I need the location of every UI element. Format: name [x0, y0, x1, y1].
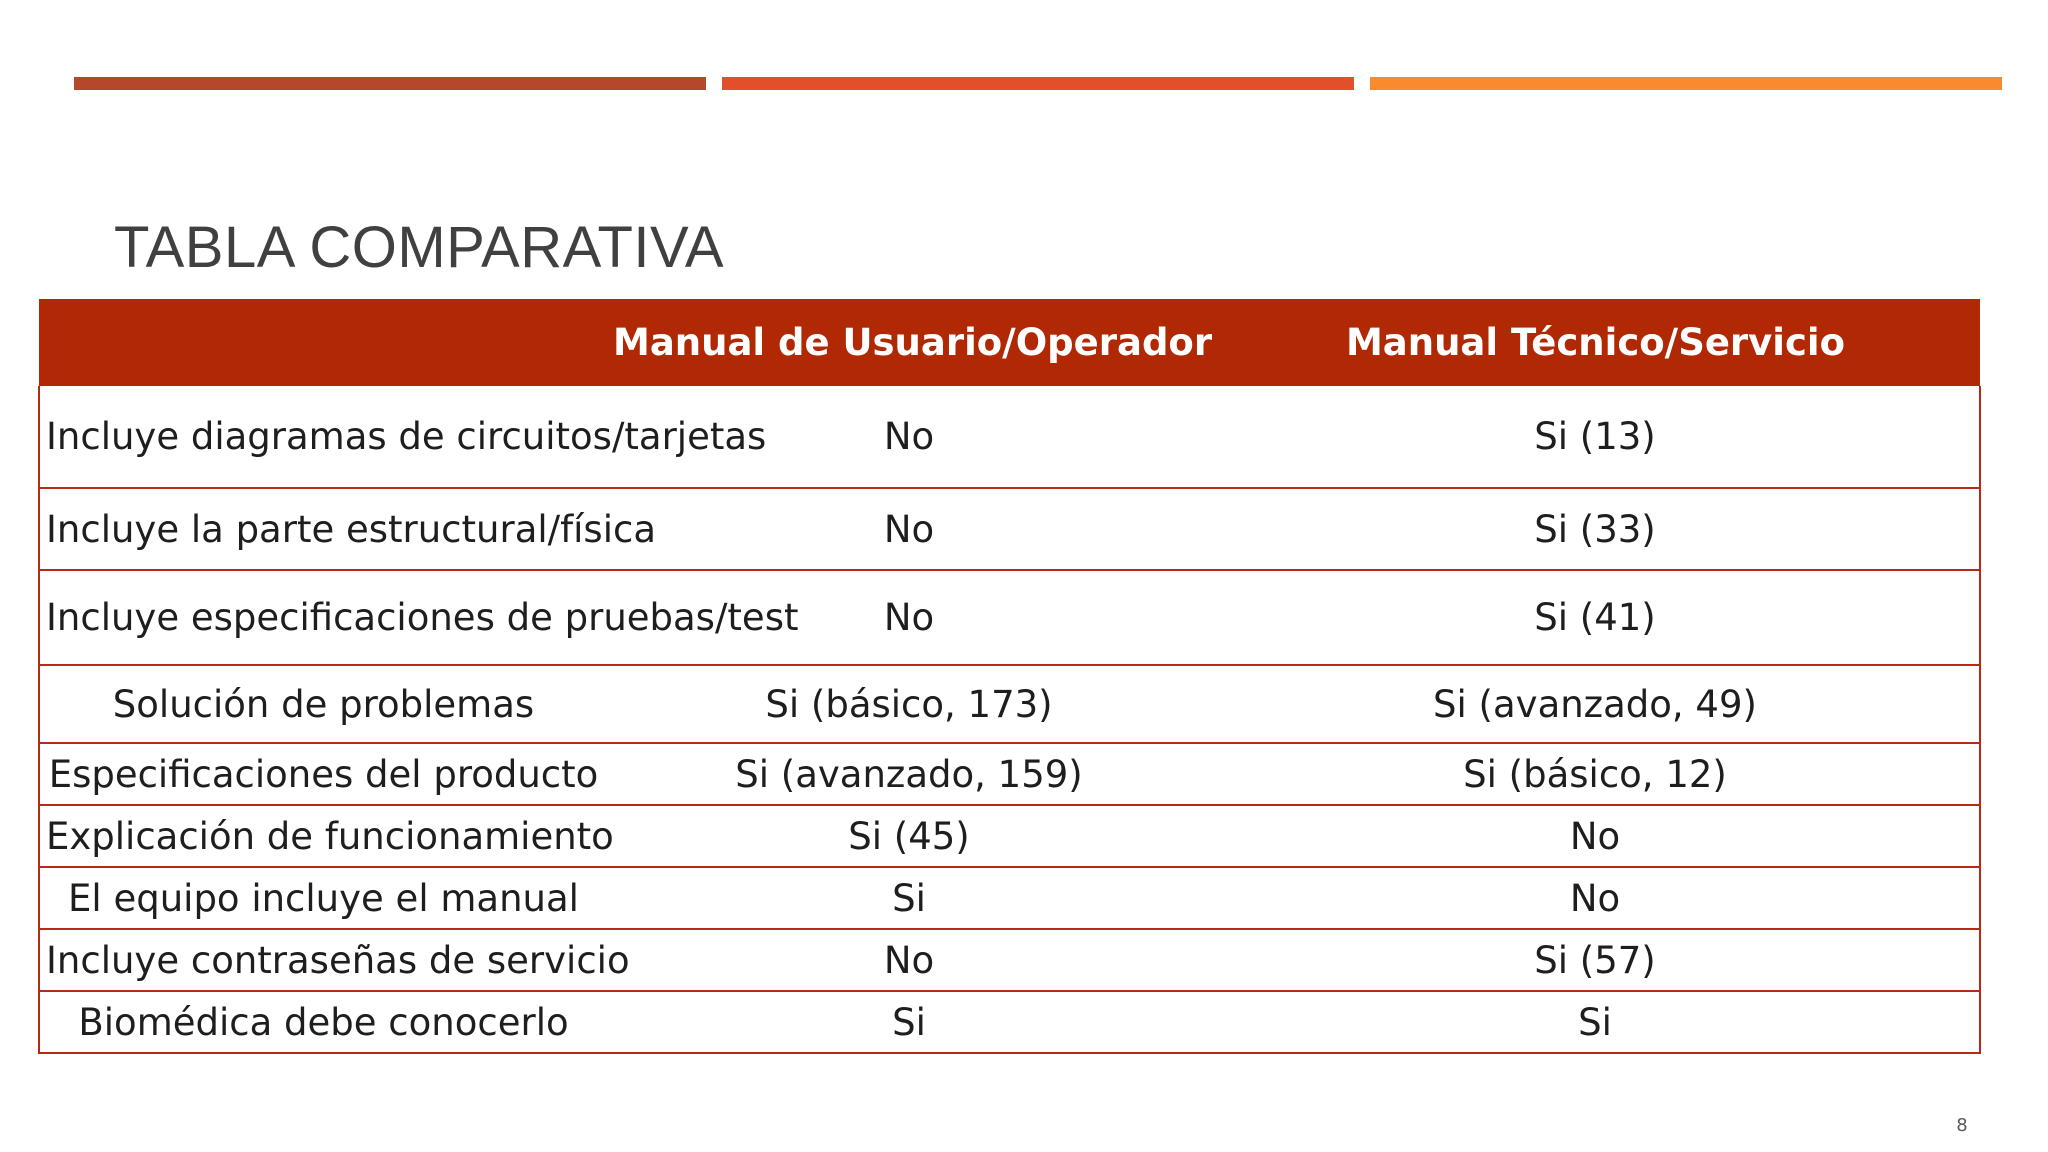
accent-bar-1: [74, 77, 706, 90]
technical-manual-cell: No: [1211, 867, 1980, 929]
feature-cell: Especificaciones del producto: [39, 743, 607, 805]
accent-bar-3: [1370, 77, 2002, 90]
table-header: [39, 299, 1980, 386]
technical-manual-cell: Si (básico, 12): [1211, 743, 1980, 805]
technical-manual-cell: Si (13): [1211, 386, 1980, 488]
feature-cell: Explicación de funcionamiento: [39, 805, 607, 867]
header-cell-user-manual: Manual de Usuario/Operador: [613, 321, 1213, 364]
technical-manual-cell: Si: [1211, 991, 1980, 1053]
table-row: [39, 805, 1980, 867]
comparison-table: [38, 299, 1981, 1054]
table-row: [39, 929, 1980, 991]
slide-title: TABLA COMPARATIVA: [114, 215, 725, 280]
user-manual-cell: No: [607, 386, 1211, 488]
technical-manual-cell: Si (57): [1211, 929, 1980, 991]
user-manual-cell: Si: [607, 867, 1211, 929]
table-header-row: [39, 299, 1980, 386]
feature-cell: Incluye diagramas de circuitos/tarjetas: [39, 386, 607, 488]
user-manual-cell: No: [607, 488, 1211, 570]
table-row: [39, 488, 1980, 570]
header-cell-technical-manual: Manual Técnico/Servicio: [1345, 321, 1846, 364]
user-manual-cell: Si (45): [607, 805, 1211, 867]
technical-manual-cell: Si (33): [1211, 488, 1980, 570]
page-number: 8: [1956, 1115, 1968, 1136]
accent-bar-2: [722, 77, 1354, 90]
user-manual-cell: Si (avanzado, 159): [607, 743, 1211, 805]
feature-cell: Incluye contraseñas de servicio: [39, 929, 607, 991]
technical-manual-cell: Si (avanzado, 49): [1211, 665, 1980, 743]
technical-manual-cell: No: [1211, 805, 1980, 867]
table-body: [39, 386, 1980, 1053]
table-row: [39, 743, 1980, 805]
table-row: [39, 991, 1980, 1053]
table-row: [39, 386, 1980, 488]
user-manual-cell: Si (básico, 173): [607, 665, 1211, 743]
user-manual-cell: Si: [607, 991, 1211, 1053]
feature-cell: Incluye especificaciones de pruebas/test: [39, 570, 607, 665]
table-row: [39, 867, 1980, 929]
feature-cell: Solución de problemas: [39, 665, 607, 743]
user-manual-cell: No: [607, 570, 1211, 665]
technical-manual-cell: Si (41): [1211, 570, 1980, 665]
table-row: [39, 570, 1980, 665]
header-cell-feature: [39, 299, 607, 386]
feature-cell: Incluye la parte estructural/física: [39, 488, 607, 570]
feature-cell: El equipo incluye el manual: [39, 867, 607, 929]
table-row: [39, 665, 1980, 743]
feature-cell: Biomédica debe conocerlo: [39, 991, 607, 1053]
user-manual-cell: No: [607, 929, 1211, 991]
